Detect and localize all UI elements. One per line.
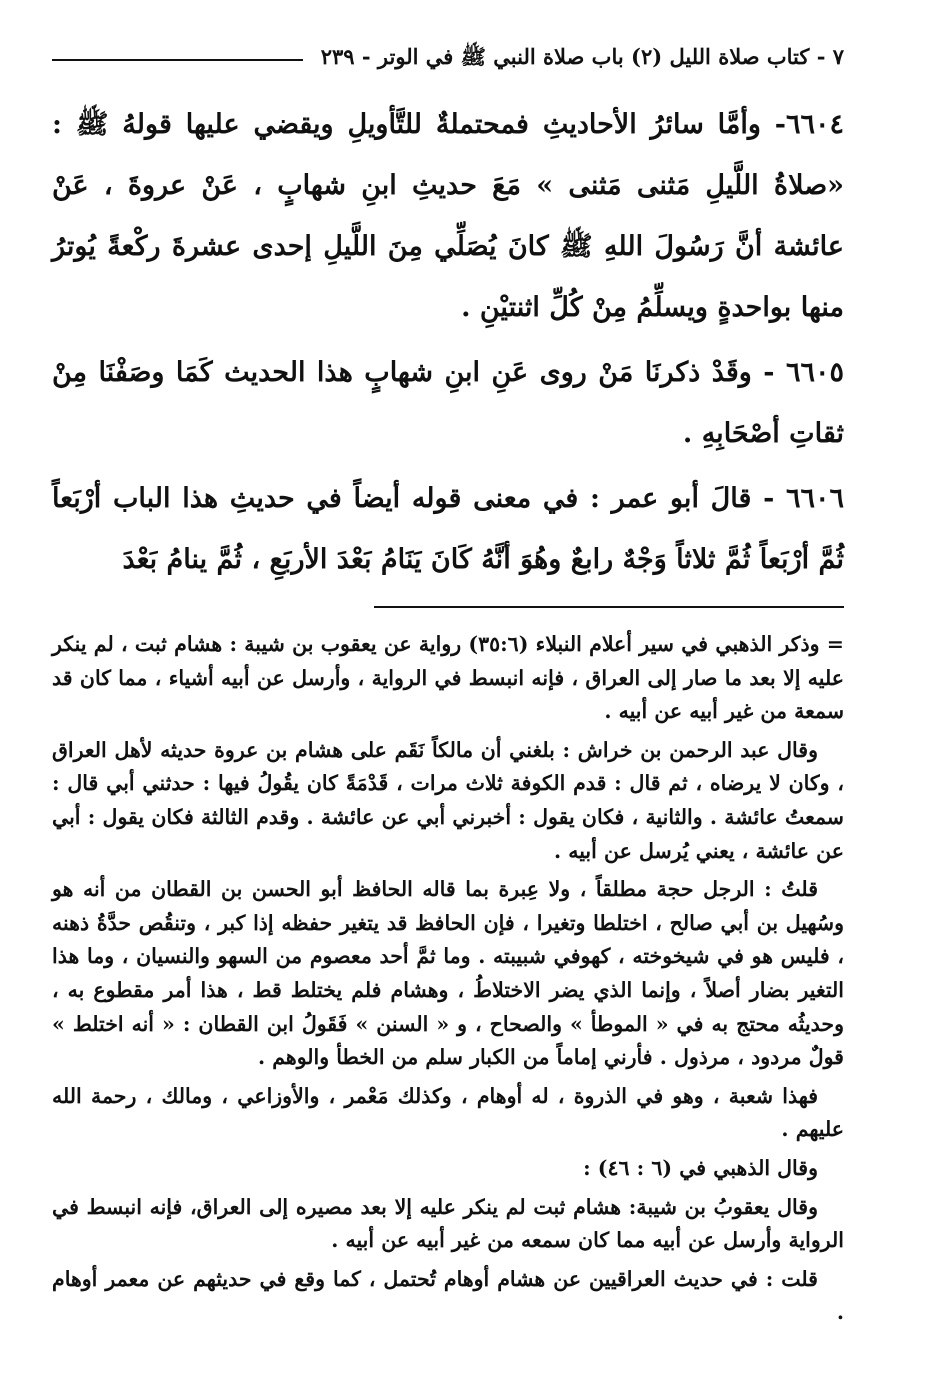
running-head-text: ٧ - كتاب صلاة الليل (٢) باب صلاة النبي ﷺ في الوتر - ٢٣٩ [320, 43, 844, 69]
book-page [52, 30, 844, 1350]
footnote-paragraph: قلتُ : الرجل حجة مطلقاً ، ولا عِبرة بما قاله الحافظ أبو الحسن بن القطان من أنه هو وسُهيل بن أبي صالح ، اختلطا وتغيرا ، فإن الحافظ قد يتغير حفظه إذا كبر ، وتنقُص حدَّةُ ذهنه ، فليس هو في شيخوخته ، كهوفي شبيبته . وما ثمَّ أحد معصوم من السهو والنسيان ، وما هذا التغير بضار أصلاً ، وإنما الذي يضر الاختلاطُ ، وهشام فلم يختلط قط ، هذا أمر مقطوع به ، وحديثُه محتج به في « الموطأ » والصحاح ، و « السنن » فَقَولُ ابن القطان : « أنه اختلط » قولٌ مردود ، مرذول . فأرني إماماً من الكبار سلم من الخطأ والوهم . [52, 877, 844, 1070]
footnotes [52, 628, 844, 1330]
footnote-paragraph: = وذكر الذهبي في سير أعلام النبلاء (٣٥:٦) رواية عن يعقوب بن شيبة : هشام ثبت ، لم ينكر عليه إلا بعد ما صار إلى العراق ، فإنه انبسط في الرواية ، وأرسل عن أبيه أشياء ، مما كان قد سمعة من غير أبيه عن أبيه . [52, 632, 844, 724]
footnote-paragraph: وقال عبد الرحمن بن خراش : بلغني أن مالكاً نَقَم على هشام بن عروة حديثه لأهل العراق ، وكان لا يرضاه ، ثم قال : قدم الكوفة ثلاث مرات ، قَدْمَةً كان يقُولُ فيها : حدثني أبي قال : سمعتُ عائشة . والثانية ، فكان يقول : أخبرني أبي عن عائشة . وقدم الثالثة فكان يقول : أبي عن عائشة ، يعني يُرسل عن أبيه . [52, 737, 844, 863]
running-head-rule [52, 59, 303, 61]
footnote-paragraph: قلت : في حديث العراقيين عن هشام أوهام تُحتمل ، كما وقع في حديثهم عن معمر أوهام . [52, 1266, 844, 1325]
footnote-paragraph: وقال الذهبي في (٦ : ٤٦) : [583, 1155, 818, 1180]
footnote-paragraph: وقال يعقوبُ بن شيبة: هشام ثبت لم ينكر عليه إلا بعد مصيره إلى العراق، فإنه انبسط في الرواية وأرسل عن أبيه مما كان سمعه من غير أبيه عن أبيه . [52, 1194, 844, 1253]
main-text [52, 94, 844, 590]
running-head [52, 30, 844, 88]
paragraph-6605: ٦٦٠٥ - وقَدْ ذكرنَا مَنْ روى عَنِ ابنِ شهابٍ هذا الحديث كَمَا وصَفْنَا مِنْ ثقاتِ أصْحَابِهِ . [52, 357, 844, 449]
footnote-separator [374, 606, 844, 608]
footnote-paragraph: فهذا شعبة ، وهو في الذروة ، له أوهام ، وكذلك مَعْمر ، والأوزاعي ، ومالك ، رحمة الله عليهم . [52, 1083, 844, 1142]
paragraph-6606: ٦٦٠٦ - قالَ أبو عمر : في معنى قوله أيضاً في حديثِ هذا الباب أرْبَعاً ثُمَّ أرْبَعاً ثُمَّ ثلاثاً وَجْهٌ رابعٌ وهُوَ أنَّهُ كَانَ يَنَامُ بَعْدَ الأربَعِ ، ثُمَّ ينامُ بَعْدَ [52, 483, 844, 575]
paragraph-6604: ٦٦٠٤- وأمَّا سائرُ الأحاديثِ فمحتملةٌ للتَّأويلِ ويقضي عليها قولهُ ﷺ : «صلاةُ اللَّيلِ مَثنى مَثنى » مَعَ حديثِ ابنِ شهابٍ ، عَنْ عروةَ ، عَنْ عائشة أنَّ رَسُولَ اللهِ ﷺ كانَ يُصَلِّي مِنَ اللَّيلِ إحدى عشرةَ ركْعةً يُوترُ منها بواحدةٍ ويسلِّمُ مِنْ كُلِّ اثنتيْنِ . [52, 109, 844, 323]
